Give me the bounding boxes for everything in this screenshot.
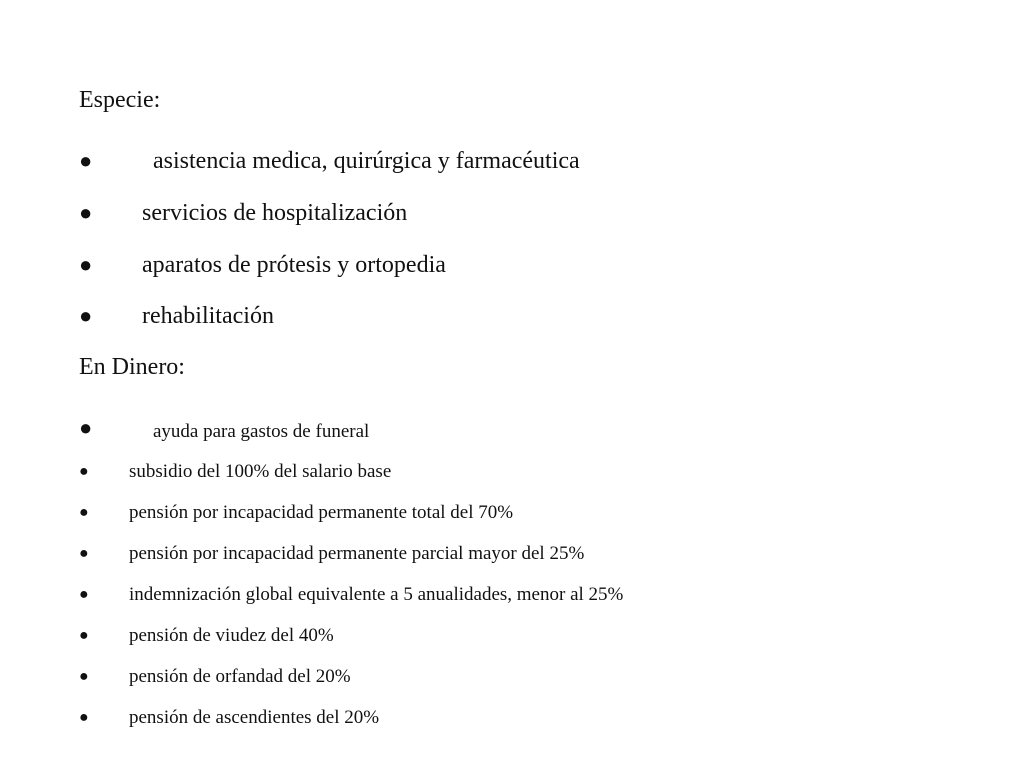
heading-especie: Especie:	[79, 87, 161, 113]
list-item-text: ayuda para gastos de funeral	[153, 421, 370, 442]
bullet-icon: ●	[79, 415, 93, 440]
list-item-text: pensión por incapacidad permanente total del 70%	[129, 502, 514, 523]
list-item-text: subsidio del 100% del salario base	[129, 461, 392, 482]
list-item-text: servicios de hospitalización	[142, 200, 408, 226]
list-item-text: aparatos de prótesis y ortopedia	[142, 252, 446, 278]
bullet-icon: ●	[79, 627, 89, 644]
list-item-text: pensión de viudez del 40%	[129, 625, 334, 646]
list-item-text: pensión por incapacidad permanente parcial mayor del 25%	[129, 543, 585, 564]
bullet-icon: ●	[79, 463, 89, 480]
bullet-icon: ●	[79, 200, 93, 225]
list-item-text: indemnización global equivalente a 5 anualidades, menor al 25%	[129, 584, 624, 605]
bullet-icon: ●	[79, 709, 89, 726]
list-item-text: pensión de orfandad del 20%	[129, 666, 351, 687]
bullet-icon: ●	[79, 303, 93, 328]
bullet-icon: ●	[79, 252, 93, 277]
list-item-text: rehabilitación	[142, 303, 274, 329]
bullet-icon: ●	[79, 504, 89, 521]
list-item-text: pensión de ascendientes del 20%	[129, 707, 380, 728]
bullet-icon: ●	[79, 668, 89, 685]
bullet-icon: ●	[79, 586, 89, 603]
bullet-icon: ●	[79, 545, 89, 562]
heading-en-dinero: En Dinero:	[79, 354, 185, 380]
list-item-text: asistencia medica, quirúrgica y farmacéutica	[153, 148, 580, 174]
bullet-icon: ●	[79, 148, 93, 173]
